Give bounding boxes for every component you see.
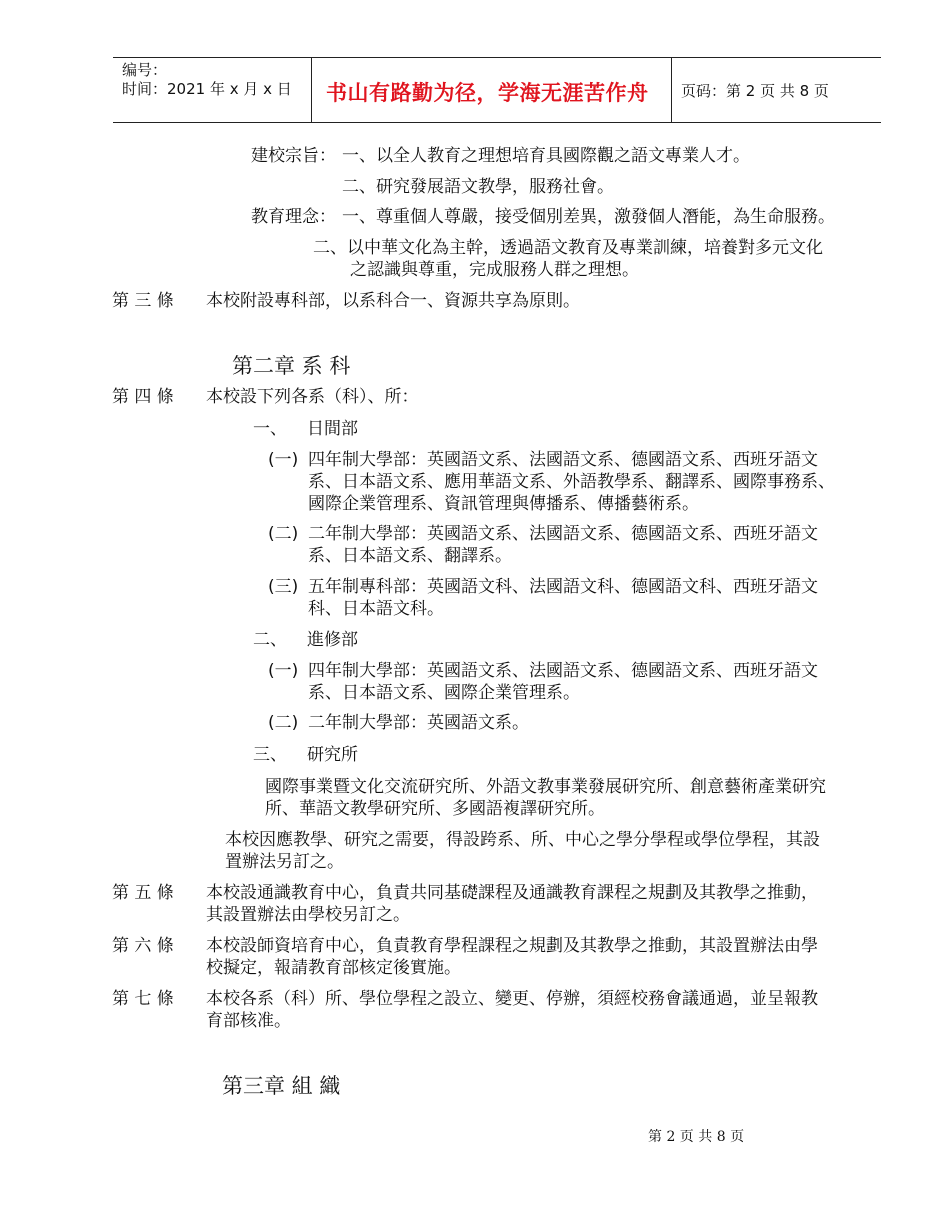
day-item-3-number: (三) [268,577,299,597]
article-3-label: 第 三 條 [112,291,174,311]
article-6-label: 第 六 條 [112,936,174,956]
article-6-line-1: 本校設師資培育中心，負責教育學程課程之規劃及其教學之推動，其設置辦法由學 [206,936,818,956]
header-page-label: 页码：第 2 页 共 8 页 [681,82,829,100]
philosophy-item-2-line-2: 之認識與尊重，完成服務人群之理想。 [350,260,639,280]
article-6-line-2: 校擬定，報請教育部核定後實施。 [206,958,461,978]
footer-page-number: 第 2 页 共 8 页 [648,1129,745,1145]
header-bottom-rule [113,122,881,123]
header-divider-right [671,57,672,122]
header-divider-left [311,57,312,122]
philosophy-item-2-line-1: 二、以中華文化為主幹，透過語文教育及專業訓練，培養對多元文化 [313,238,823,258]
article-7-label: 第 七 條 [112,989,174,1009]
evening-item-2-number: (二) [268,713,299,733]
article-7-line-2: 育部核准。 [206,1011,291,1031]
section-3-number: 三、 [253,745,287,765]
section-1-title: 日間部 [307,419,358,439]
article-4-text: 本校設下列各系（科）、所： [206,387,419,407]
purpose-item-1: 一、以全人教育之理想培育具國際觀之語文專業人才。 [342,146,750,166]
section-2-title: 進修部 [307,630,358,650]
day-item-1-line-3: 國際企業管理系、資訊管理與傳播系、傳播藝術系。 [308,494,699,514]
evening-item-1-line-1: 四年制大學部：英國語文系、法國語文系、德國語文系、西班牙語文 [308,661,818,681]
program-note-line-2: 置辦法另訂之。 [225,852,344,872]
section-1-number: 一、 [253,419,287,439]
article-4-label: 第 四 條 [112,387,174,407]
philosophy-item-1: 一、尊重個人尊嚴，接受個別差異，激發個人潛能，為生命服務。 [342,207,835,227]
article-5-line-2: 其設置辦法由學校另訂之。 [206,905,410,925]
header-time-label: 时间：2021 年 x 月 x 日 [122,80,292,98]
day-item-1-line-2: 系、日本語文系、應用華語文系、外語教學系、翻譯系、國際事務系、 [308,472,835,492]
graduate-line-2: 所、華語文教學研究所、多國語複譯研究所。 [265,799,605,819]
header-motto: 书山有路勤为径，学海无涯苦作舟 [326,81,649,105]
program-note-line-1: 本校因應教學、研究之需要，得設跨系、所、中心之學分學程或學位學程，其設 [225,830,820,850]
purpose-label: 建校宗旨： [251,146,336,166]
chapter-3-title: 第三章 組 織 [222,1074,341,1098]
article-3-text: 本校附設專科部，以系科合一、資源共享為原則。 [206,291,580,311]
evening-item-1-number: (一) [268,661,299,681]
evening-item-1-line-2: 系、日本語文系、國際企業管理系。 [308,683,580,703]
header-number-label: 编号： [122,61,168,79]
purpose-item-2: 二、研究發展語文教學，服務社會。 [342,177,614,197]
philosophy-label: 教育理念： [251,207,336,227]
article-5-line-1: 本校設通識教育中心，負責共同基礎課程及通識教育課程之規劃及其教學之推動， [206,883,818,903]
day-item-3-line-2: 科、日本語文科。 [308,599,444,619]
day-item-2-line-1: 二年制大學部：英國語文系、法國語文系、德國語文系、西班牙語文 [308,524,818,544]
header-top-rule [113,57,881,58]
chapter-2-title: 第二章 系 科 [232,354,351,378]
article-7-line-1: 本校各系（科）所、學位學程之設立、變更、停辦，須經校務會議通過，並呈報教 [206,989,818,1009]
day-item-3-line-1: 五年制專科部：英國語文科、法國語文科、德國語文科、西班牙語文 [308,577,818,597]
graduate-line-1: 國際事業暨文化交流研究所、外語文教事業發展研究所、創意藝術產業研究 [265,777,826,797]
section-2-number: 二、 [253,630,287,650]
day-item-2-line-2: 系、日本語文系、翻譯系。 [308,546,512,566]
section-3-title: 研究所 [307,745,358,765]
day-item-1-line-1: 四年制大學部：英國語文系、法國語文系、德國語文系、西班牙語文 [308,450,818,470]
day-item-2-number: (二) [268,524,299,544]
article-5-label: 第 五 條 [112,883,174,903]
day-item-1-number: (一) [268,450,299,470]
evening-item-2-line-1: 二年制大學部：英國語文系。 [308,713,529,733]
